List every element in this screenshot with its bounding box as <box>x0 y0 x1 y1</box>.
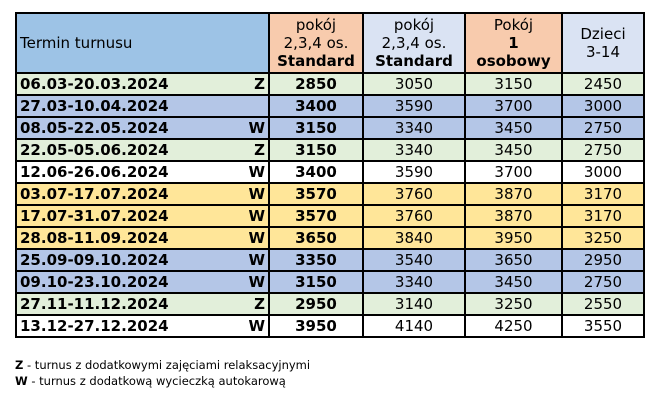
price-standard-1: 3400 <box>269 161 363 183</box>
table-row <box>16 183 644 205</box>
header-standard-2-line2: 2,3,4 os. <box>381 34 447 52</box>
term-dates: 28.08-11.09.2024 <box>20 229 169 247</box>
term-cell <box>16 315 269 337</box>
table-row <box>16 205 644 227</box>
term-tag: Z <box>254 141 265 159</box>
price-standard-1: 2950 <box>269 293 363 315</box>
table-row <box>16 315 644 337</box>
price-single: 3450 <box>465 139 562 161</box>
price-standard-2: 3050 <box>363 73 465 95</box>
term-dates: 27.03-10.04.2024 <box>20 97 169 115</box>
price-single: 3700 <box>465 161 562 183</box>
table-row <box>16 139 644 161</box>
header-standard-2 <box>363 13 465 73</box>
price-single: 3450 <box>465 271 562 293</box>
term-dates: 25.09-09.10.2024 <box>20 251 169 269</box>
term-cell <box>16 205 269 227</box>
term-dates: 03.07-17.07.2024 <box>20 185 169 203</box>
price-standard-1: 3150 <box>269 139 363 161</box>
table-body <box>16 73 644 337</box>
price-single: 3870 <box>465 183 562 205</box>
table-row <box>16 95 644 117</box>
term-dates: 22.05-05.06.2024 <box>20 141 169 159</box>
price-single: 3870 <box>465 205 562 227</box>
term-tag: W <box>248 229 265 247</box>
price-standard-2: 3590 <box>363 161 465 183</box>
term-dates: 13.12-27.12.2024 <box>20 317 169 335</box>
price-standard-2: 3340 <box>363 271 465 293</box>
header-single-room <box>465 13 562 73</box>
legend-z-key: Z <box>15 358 24 372</box>
price-children: 2750 <box>562 139 644 161</box>
header-standard-2-line3: Standard <box>375 52 453 70</box>
header-single-line1: Pokój <box>493 16 534 34</box>
table-header-row <box>16 13 644 73</box>
term-cell <box>16 293 269 315</box>
price-single: 3650 <box>465 249 562 271</box>
term-tag: W <box>248 163 265 181</box>
price-standard-1: 3150 <box>269 271 363 293</box>
price-single: 4250 <box>465 315 562 337</box>
header-term: Termin turnusu <box>16 13 269 73</box>
price-children: 3250 <box>562 227 644 249</box>
price-children: 3170 <box>562 205 644 227</box>
price-single: 3700 <box>465 95 562 117</box>
price-single: 3950 <box>465 227 562 249</box>
legend-w-text: - turnus z dodatkową wycieczką autokarową <box>27 374 286 388</box>
term-cell <box>16 271 269 293</box>
header-standard-1 <box>269 13 363 73</box>
header-children-line2: 3-14 <box>585 43 621 61</box>
term-tag: W <box>248 273 265 291</box>
header-standard-1-line1: pokój <box>295 16 337 34</box>
price-standard-2: 3760 <box>363 205 465 227</box>
price-children: 2750 <box>562 117 644 139</box>
header-children-line1: Dzieci <box>580 25 626 43</box>
legend-z-text: - turnus z dodatkowymi zajęciami relaksacyjnymi <box>23 358 311 372</box>
header-children <box>562 13 644 73</box>
header-single-line2: 1 <box>508 34 519 52</box>
term-cell <box>16 161 269 183</box>
price-children: 3000 <box>562 95 644 117</box>
price-single: 3450 <box>465 117 562 139</box>
price-children: 3000 <box>562 161 644 183</box>
term-tag: W <box>248 119 265 137</box>
term-cell <box>16 249 269 271</box>
table-row <box>16 249 644 271</box>
term-tag: W <box>248 185 265 203</box>
price-single: 3250 <box>465 293 562 315</box>
price-single: 3150 <box>465 73 562 95</box>
price-children: 2750 <box>562 271 644 293</box>
term-dates: 09.10-23.10.2024 <box>20 273 169 291</box>
term-cell <box>16 73 269 95</box>
price-standard-1: 3350 <box>269 249 363 271</box>
header-single-line3: osobowy <box>476 52 551 70</box>
price-standard-2: 3760 <box>363 183 465 205</box>
price-standard-1: 3400 <box>269 95 363 117</box>
term-dates: 17.07-31.07.2024 <box>20 207 169 225</box>
price-table <box>15 12 645 338</box>
table-row <box>16 227 644 249</box>
legend <box>15 357 310 389</box>
term-tag: Z <box>254 295 265 313</box>
term-cell <box>16 139 269 161</box>
term-dates: 27.11-11.12.2024 <box>20 295 169 313</box>
term-dates: 12.06-26.06.2024 <box>20 163 169 181</box>
term-cell <box>16 117 269 139</box>
header-standard-1-line2: 2,3,4 os. <box>283 34 349 52</box>
price-children: 3550 <box>562 315 644 337</box>
header-standard-1-line3: Standard <box>277 52 355 70</box>
price-standard-2: 3540 <box>363 249 465 271</box>
price-children: 3170 <box>562 183 644 205</box>
term-cell <box>16 183 269 205</box>
price-standard-1: 3950 <box>269 315 363 337</box>
price-standard-1: 3150 <box>269 117 363 139</box>
price-standard-1: 2850 <box>269 73 363 95</box>
price-children: 2450 <box>562 73 644 95</box>
legend-w <box>15 373 310 389</box>
price-standard-2: 4140 <box>363 315 465 337</box>
price-standard-1: 3570 <box>269 205 363 227</box>
legend-w-key: W <box>15 374 28 388</box>
term-cell <box>16 227 269 249</box>
term-dates: 08.05-22.05.2024 <box>20 119 169 137</box>
term-tag: W <box>248 251 265 269</box>
term-tag: W <box>248 207 265 225</box>
table-row <box>16 73 644 95</box>
price-standard-1: 3650 <box>269 227 363 249</box>
price-standard-2: 3840 <box>363 227 465 249</box>
price-standard-2: 3340 <box>363 117 465 139</box>
table-row <box>16 271 644 293</box>
table-row <box>16 161 644 183</box>
table-row <box>16 293 644 315</box>
price-children: 2950 <box>562 249 644 271</box>
price-standard-1: 3570 <box>269 183 363 205</box>
legend-z <box>15 357 310 373</box>
header-standard-2-line1: pokój <box>393 16 435 34</box>
price-standard-2: 3140 <box>363 293 465 315</box>
term-cell <box>16 95 269 117</box>
price-standard-2: 3340 <box>363 139 465 161</box>
term-dates: 06.03-20.03.2024 <box>20 75 169 93</box>
term-tag: W <box>248 317 265 335</box>
term-tag: Z <box>254 75 265 93</box>
price-standard-2: 3590 <box>363 95 465 117</box>
table-row <box>16 117 644 139</box>
price-children: 2550 <box>562 293 644 315</box>
